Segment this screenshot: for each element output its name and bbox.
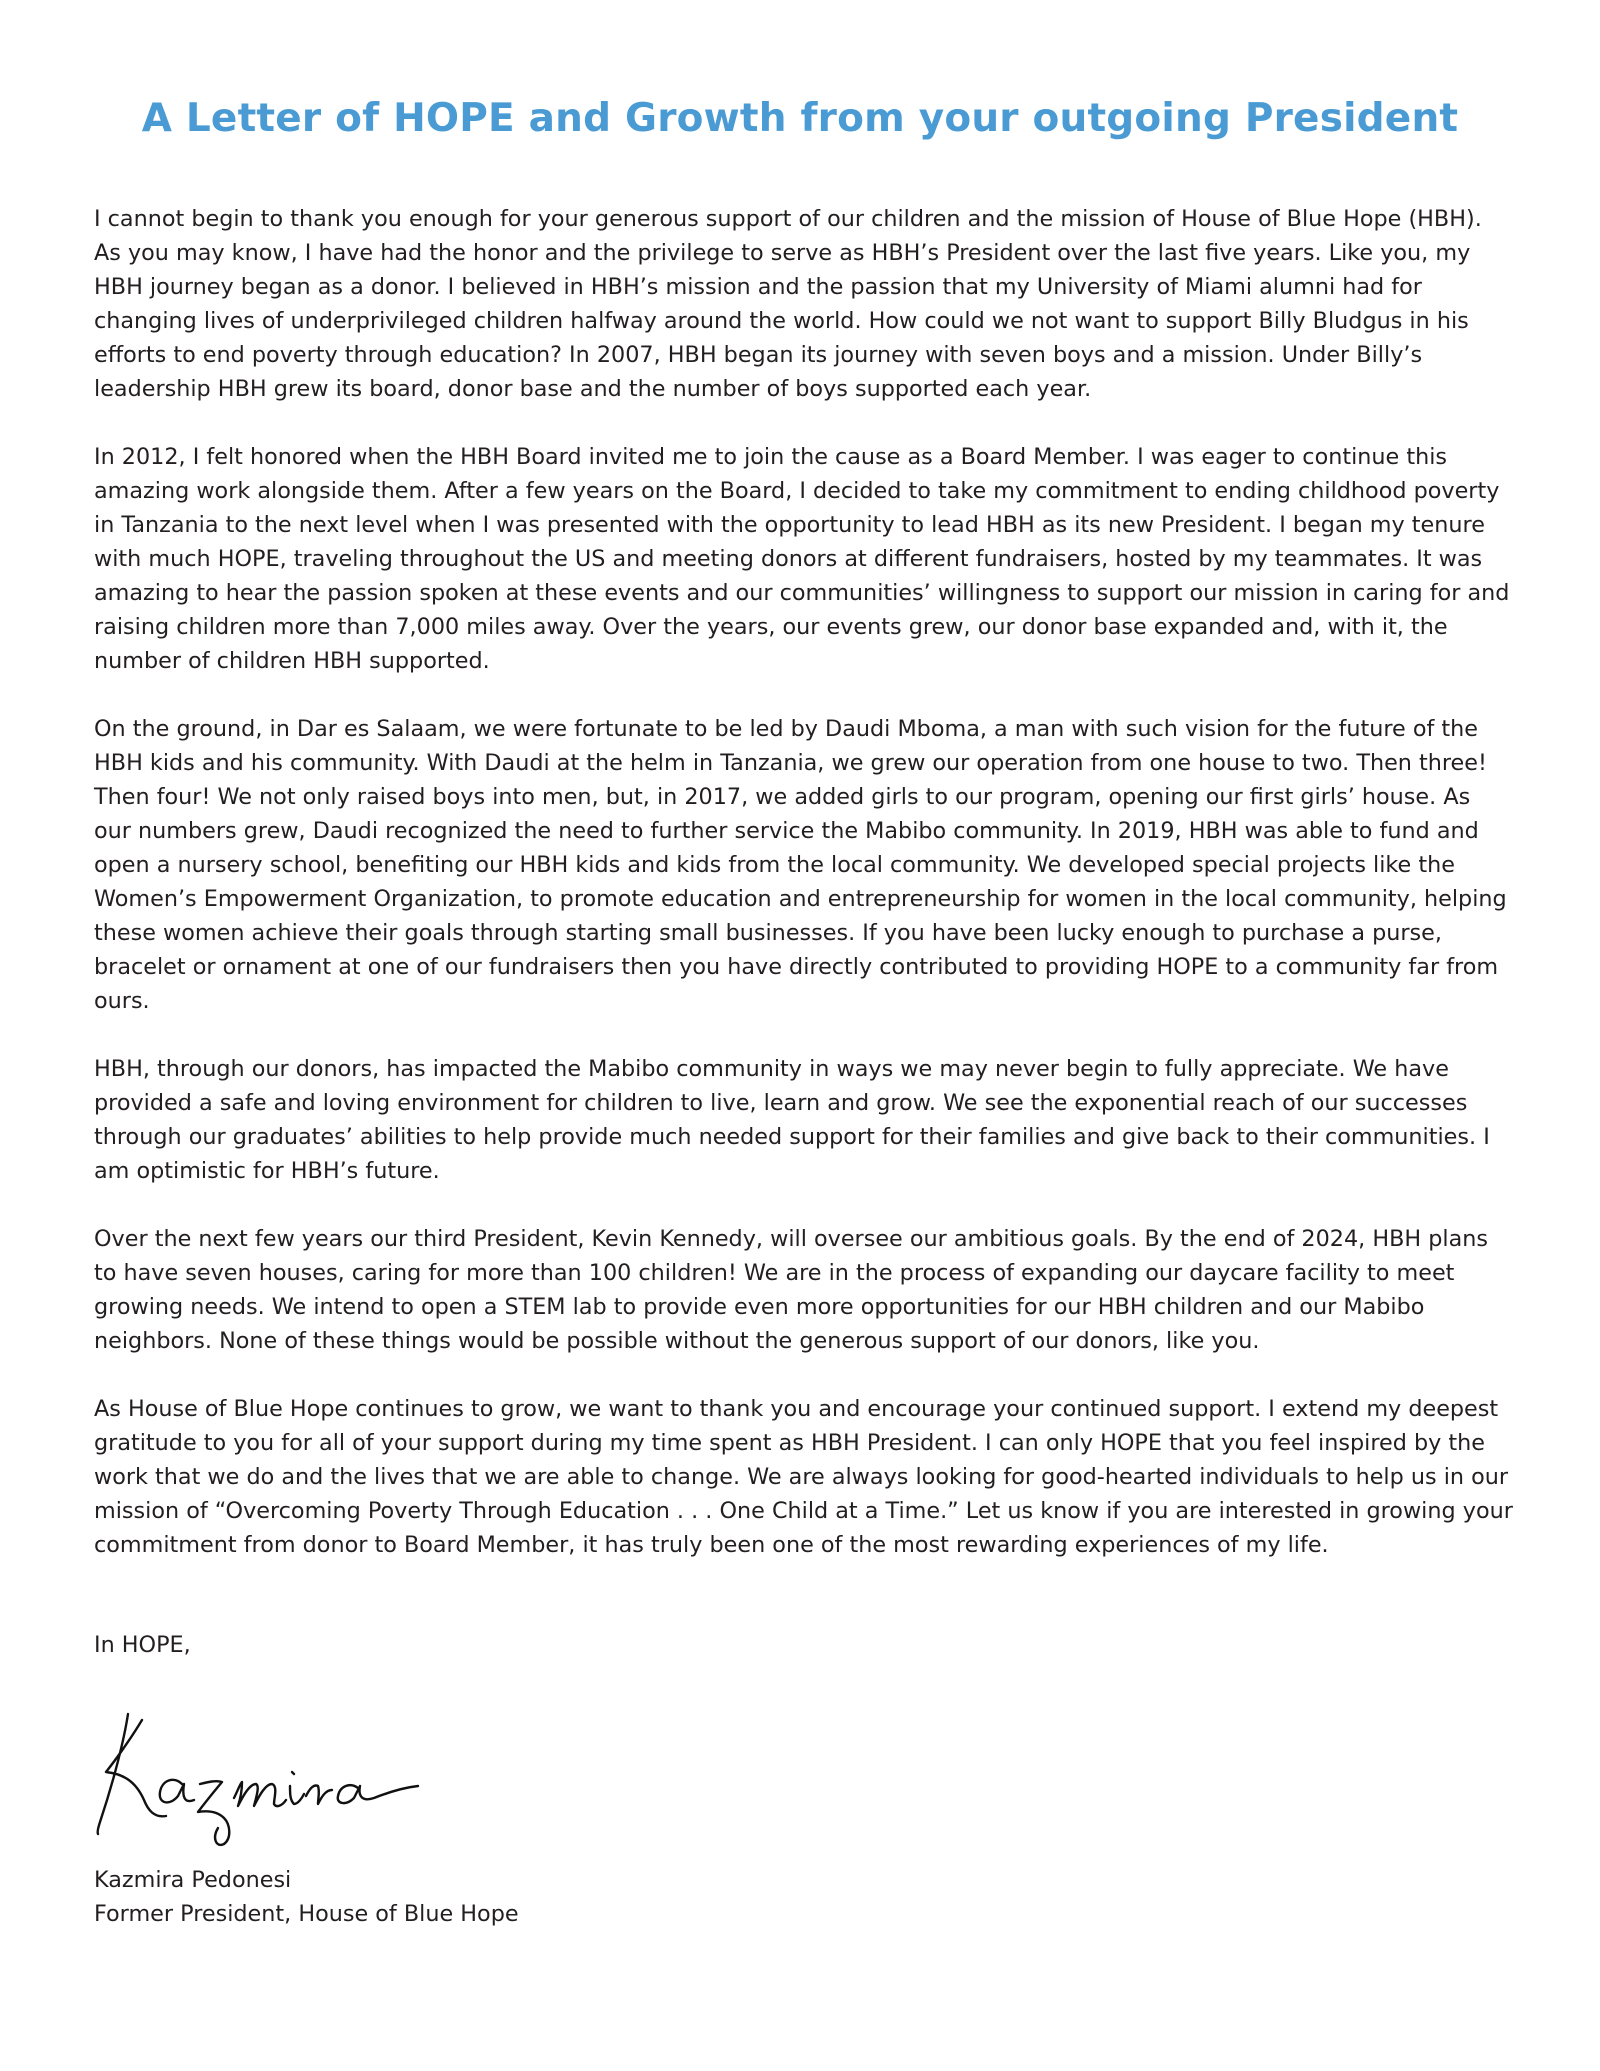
handwritten-signature — [84, 1700, 444, 1850]
signer-role: Former President, House of Blue Hope — [94, 1901, 519, 1927]
paragraph-4: HBH, through our donors, has impacted the Mabibo community in ways we may never begin to fully appreciate. We have provided a safe and loving environment for children to live, learn and grow. We see the exponential reach of our successes through our graduates’ abilities to help provide much needed support for their families and give back to their communities. I am optimistic for HBH’s future. — [94, 1056, 1490, 1184]
letter-title: A Letter of HOPE and Growth from your outgoing President — [141, 96, 1459, 141]
paragraph-3: On the ground, in Dar es Salaam, we were fortunate to be led by Daudi Mboma, a man with such vision for the future of the HBH kids and his community. With Daudi at the helm in Tanzania, we grew our operation from one house to two. Then three! Then four! We not only raised boys into men, but, in 2017, we added girls to our program, opening our first girls’ house. As our numbers grew, Daudi recognized the need to further service the Mabibo community. In 2019, HBH was able to fund and open a nursery school, benefiting our HBH kids and kids from the local community. We developed special projects like the Women’s Empowerment Organization, to promote education and entrepreneurship for women in the local community, helping these women achieve their goals through starting small businesses. If you have been lucky enough to purchase a purse, bracelet or ornament at one of our fundraisers then you have directly contributed to providing HOPE to a community far from ours. — [94, 716, 1507, 1014]
paragraph-6: As House of Blue Hope continues to grow, we want to thank you and encourage your continued support. I extend my deepest gratitude to you for all of your support during my time spent as HBH President. I can only HOPE that you feel inspired by the work that we do and the lives that we are able to change. We are always looking for good-hearted individuals to help us in our mission of “Overcoming Poverty Through Education . . . One Child at a Time.” Let us know if you are interested in growing your commitment from donor to Board Member, it has truly been one of the most rewarding experiences of my life. — [94, 1396, 1513, 1558]
paragraph-1: I cannot begin to thank you enough for your generous support of our children and the mission of House of Blue Hope (HBH). As you may know, I have had the honor and the privilege to serve as HBH’s President over the last five years. Like you, my HBH journey began as a donor. I believed in HBH’s mission and the passion that my University of Miami alumni had for changing lives of underprivileged children halfway around the world. How could we not want to support Billy Bludgus in his efforts to end poverty through education? In 2007, HBH began its journey with seven boys and a mission. Under Billy’s leadership HBH grew its board, donor base and the number of boys supported each year. — [94, 206, 1482, 402]
closing-salutation: In HOPE, — [94, 1632, 191, 1658]
paragraph-5: Over the next few years our third President, Kevin Kennedy, will oversee our ambitious goals. By the end of 2024, HBH plans to have seven houses, caring for more than 100 children! We are in the process of expanding our daycare facility to meet growing needs. We intend to open a STEM lab to provide even more opportunities for our HBH children and our Mabibo neighbors. None of these things would be possible without the generous support of our donors, like you. — [94, 1226, 1488, 1354]
signer-name: Kazmira Pedonesi — [94, 1867, 292, 1893]
signer-block — [94, 1863, 519, 1931]
letter-body — [94, 202, 1514, 1596]
paragraph-2: In 2012, I felt honored when the HBH Board invited me to join the cause as a Board Member. I was eager to continue this amazing work alongside them. After a few years on the Board, I decided to take my commitment to ending childhood poverty in Tanzania to the next level when I was presented with the opportunity to lead HBH as its new President. I began my tenure with much HOPE, traveling throughout the US and meeting donors at different fundraisers, hosted by my teammates. It was amazing to hear the passion spoken at these events and our communities’ willingness to support our mission in caring for and raising children more than 7,000 miles away. Over the years, our events grew, our donor base expanded and, with it, the number of children HBH supported. — [94, 444, 1510, 674]
